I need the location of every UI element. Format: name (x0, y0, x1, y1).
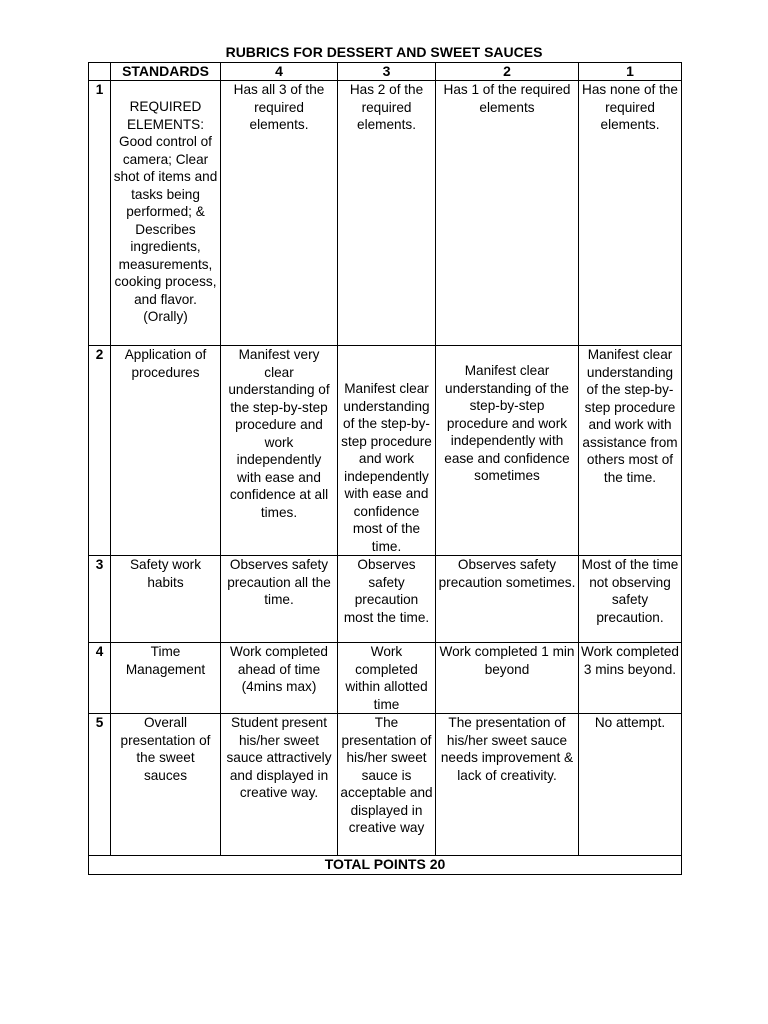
header-score-1: 1 (579, 63, 682, 81)
header-score-3: 3 (338, 63, 436, 81)
rubric-table (88, 62, 682, 875)
row-score-4: Has all 3 of the required elements. (221, 81, 338, 346)
row-score-1: No attempt. (579, 714, 682, 856)
row-score-3: Manifest clear understanding of the step-by-step procedure and work independently with ease and confidence most of the time. (338, 346, 436, 556)
row-standard: REQUIRED ELEMENTS: Good control of camera; Clear shot of items and tasks being performed; & Describes ingredients, measurements, cooking process, and flavor. (Orally) (111, 81, 221, 346)
row-score-1: Has none of the required elements. (579, 81, 682, 346)
total-row (89, 856, 682, 875)
row-score-4: Observes safety precaution all the time. (221, 556, 338, 643)
row-score-3: Work completed within allotted time (338, 643, 436, 714)
header-num-cell (89, 63, 111, 81)
total-points: TOTAL POINTS 20 (89, 856, 682, 875)
table-row (89, 81, 682, 346)
row-score-2: The presentation of his/her sweet sauce needs improvement & lack of creativity. (436, 714, 579, 856)
row-score-1: Manifest clear understanding of the step-by-step procedure and work with assistance from others most of the time. (579, 346, 682, 556)
table-row (89, 643, 682, 714)
row-standard: Safety work habits (111, 556, 221, 643)
table-row (89, 556, 682, 643)
row-standard: Time Management (111, 643, 221, 714)
row-score-3: The presentation of his/her sweet sauce is acceptable and displayed in creative way (338, 714, 436, 856)
header-standards: STANDARDS (111, 63, 221, 81)
header-row (89, 63, 682, 81)
row-score-4: Work completed ahead of time (4mins max) (221, 643, 338, 714)
row-score-2: Work completed 1 min beyond (436, 643, 579, 714)
row-score-2: Manifest clear understanding of the step-by-step procedure and work independently with ease and confidence sometimes (436, 346, 579, 556)
row-score-4: Manifest very clear understanding of the step-by-step procedure and work independently with ease and confidence at all times. (221, 346, 338, 556)
row-score-3: Has 2 of the required elements. (338, 81, 436, 346)
document-title: RUBRICS FOR DESSERT AND SWEET SAUCES (225, 44, 543, 60)
row-number: 3 (89, 556, 111, 643)
row-number: 4 (89, 643, 111, 714)
row-score-2: Has 1 of the required elements (436, 81, 579, 346)
row-score-3: Observes safety precaution most the time. (338, 556, 436, 643)
row-score-2: Observes safety precaution sometimes. (436, 556, 579, 643)
header-score-4: 4 (221, 63, 338, 81)
row-standard: Application of procedures (111, 346, 221, 556)
row-score-1: Work completed 3 mins beyond. (579, 643, 682, 714)
table-row (89, 714, 682, 856)
table-row (89, 346, 682, 556)
row-score-4: Student present his/her sweet sauce attractively and displayed in creative way. (221, 714, 338, 856)
row-standard: Overall presentation of the sweet sauces (111, 714, 221, 856)
header-score-2: 2 (436, 63, 579, 81)
row-number: 2 (89, 346, 111, 556)
row-score-1: Most of the time not observing safety precaution. (579, 556, 682, 643)
row-number: 5 (89, 714, 111, 856)
row-number: 1 (89, 81, 111, 346)
